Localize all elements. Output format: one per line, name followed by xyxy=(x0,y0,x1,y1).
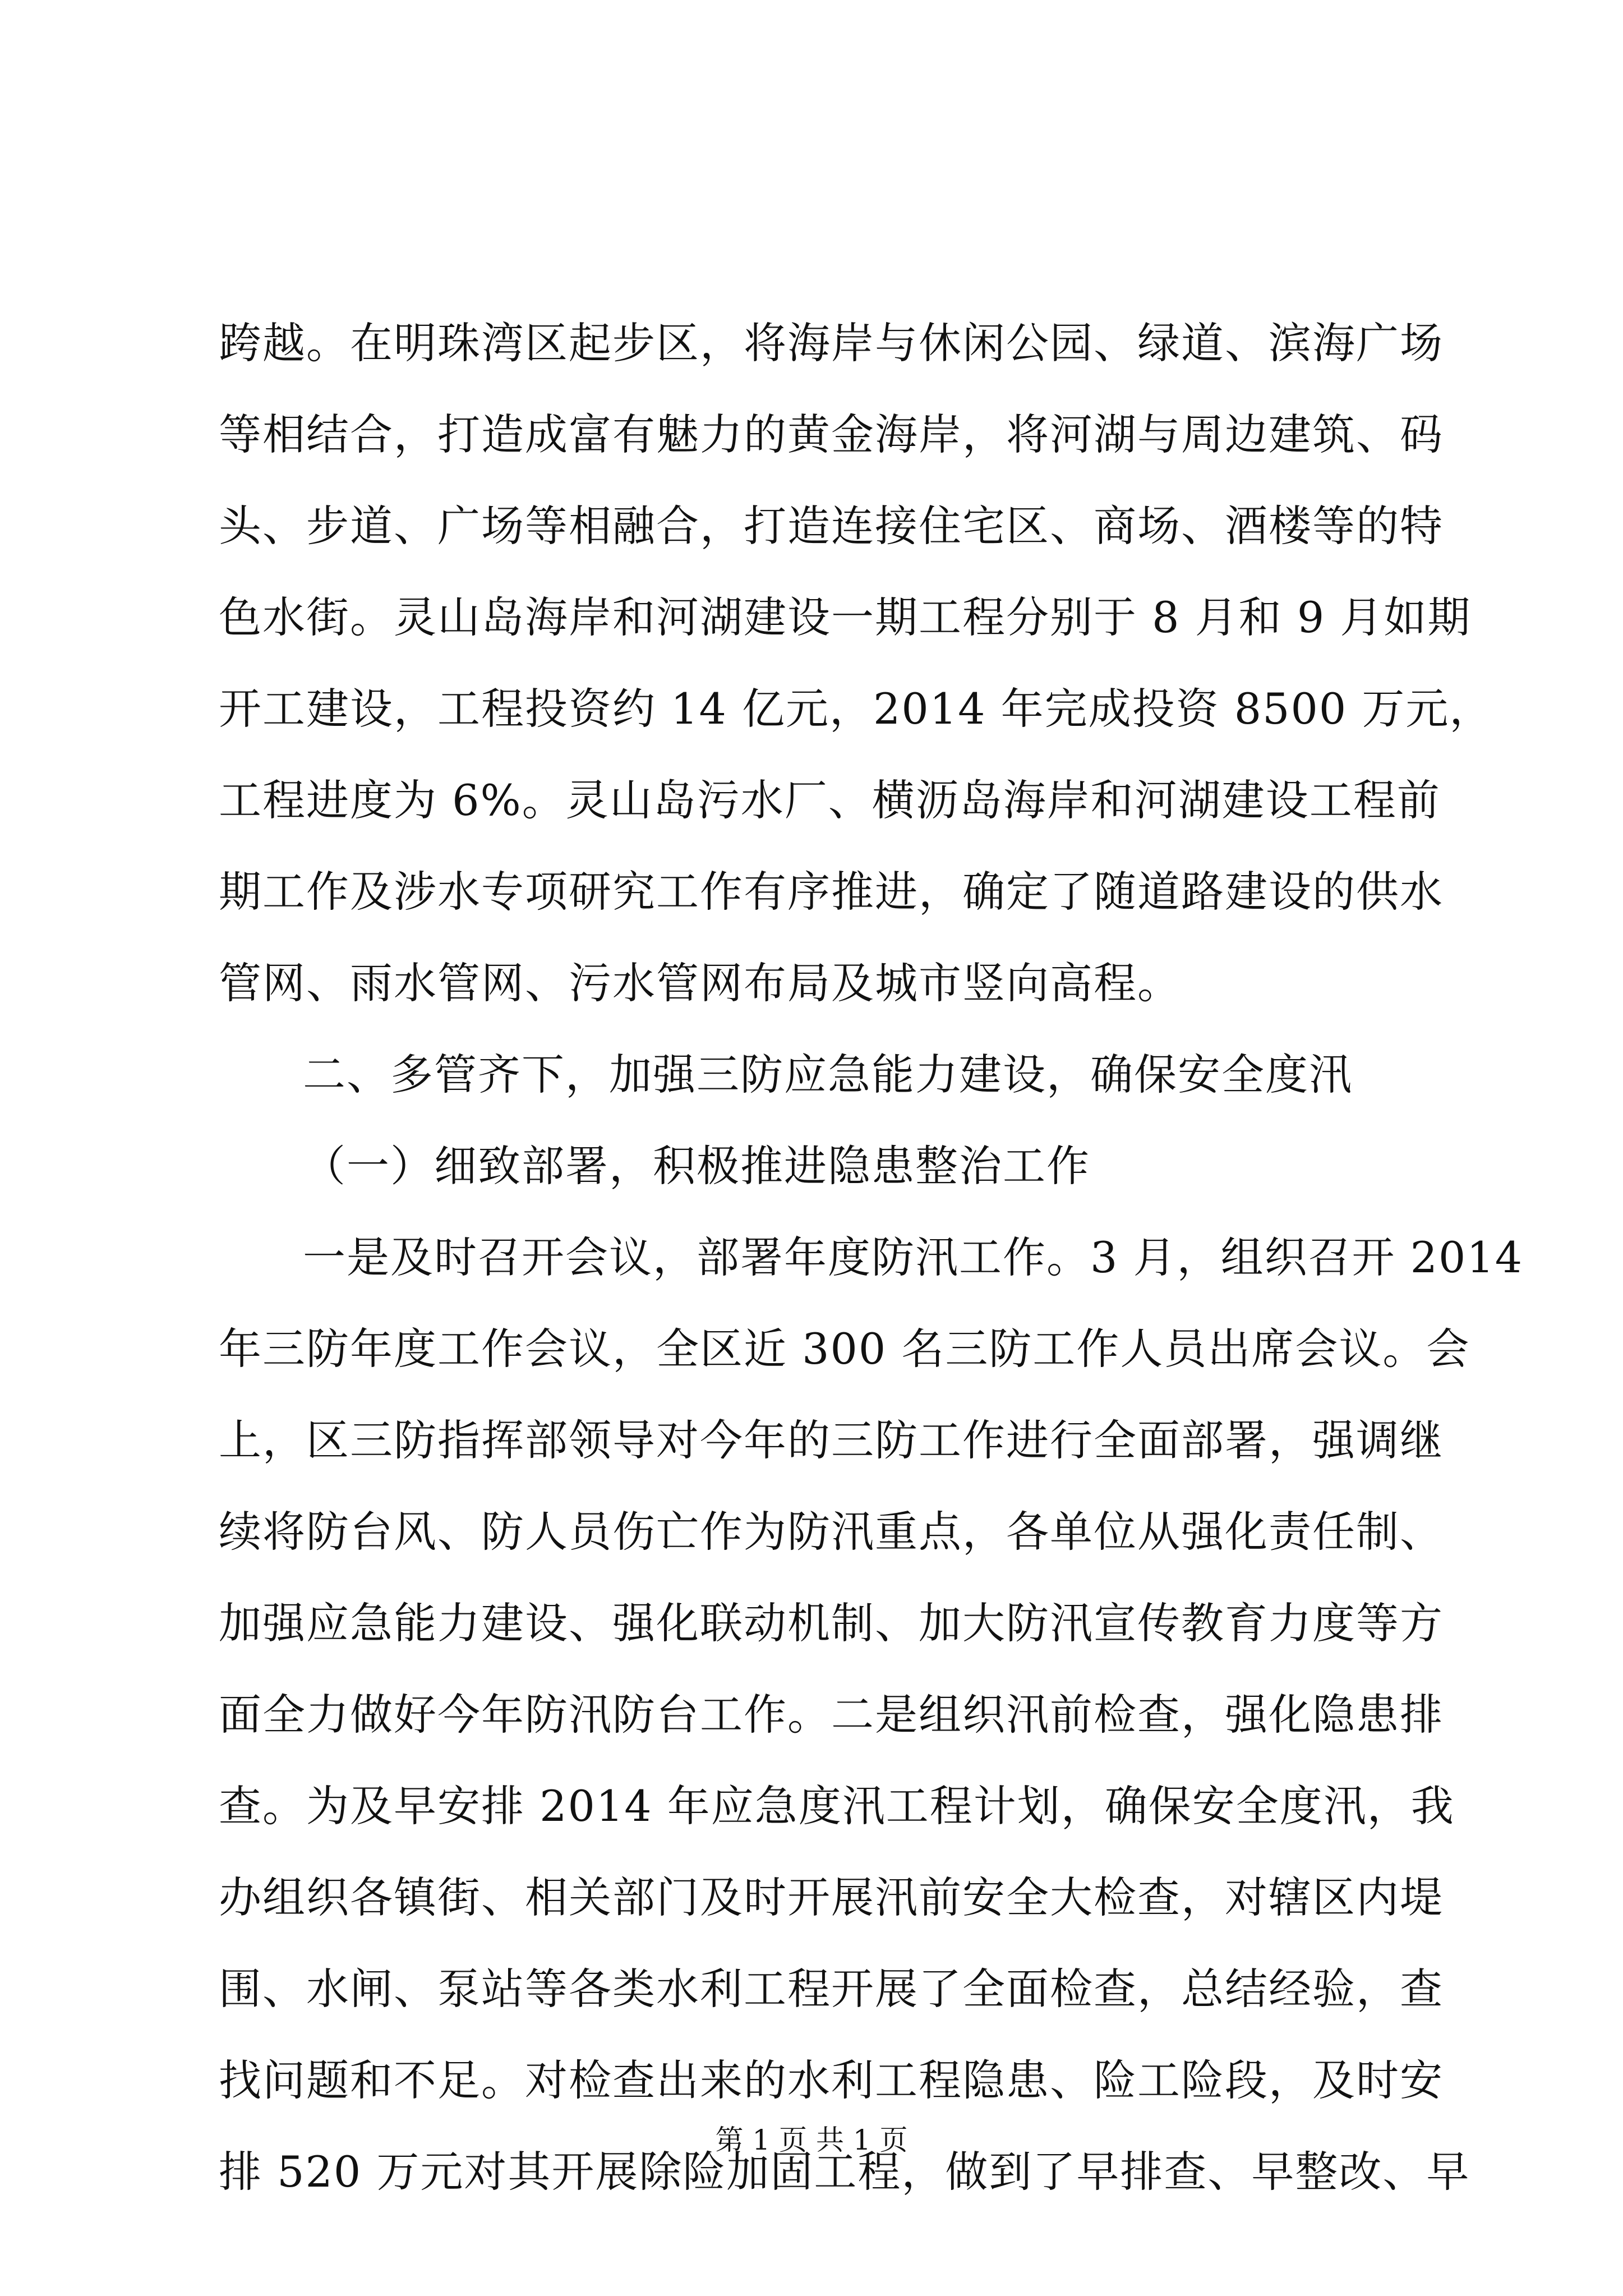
text-line: 围、水闸、泵站等各类水利工程开展了全面检查，总结经验，查 xyxy=(219,1964,1444,2014)
text-line: 管网、雨水管网、污水管网布局及城市竖向高程。 xyxy=(219,958,1181,1008)
text-line: 面全力做好今年防汛防台工作。二是组织汛前检查，强化隐患排 xyxy=(219,1690,1444,1740)
text-line: 期工作及涉水专项研究工作有序推进，确定了随道路建设的供水 xyxy=(219,867,1444,917)
text-line: 头、步道、广场等相融合，打造连接住宅区、商场、酒楼等的特 xyxy=(219,501,1444,551)
text-line: 加强应急能力建设、强化联动机制、加大防汛宣传教育力度等方 xyxy=(219,1598,1444,1648)
text-line: 一是及时召开会议，部署年度防汛工作。3 月，组织召开 2014 xyxy=(303,1232,1524,1282)
text-line: 等相结合，打造成富有魅力的黄金海岸，将河湖与周边建筑、码 xyxy=(219,409,1444,459)
text-line: 色水街。灵山岛海岸和河湖建设一期工程分别于 8 月和 9 月如期 xyxy=(219,592,1472,642)
text-line: 办组织各镇街、相关部门及时开展汛前安全大检查，对辖区内堤 xyxy=(219,1872,1444,1922)
text-line: 工程进度为 6%。灵山岛污水厂、横沥岛海岸和河湖建设工程前 xyxy=(219,775,1441,825)
text-line: 找问题和不足。对检查出来的水利工程隐患、险工险段，及时安 xyxy=(219,2055,1444,2105)
text-line: 查。为及早安排 2014 年应急度汛工程计划，确保安全度汛，我 xyxy=(219,1781,1455,1831)
text-line: 跨越。在明珠湾区起步区，将海岸与休闲公园、绿道、滨海广场 xyxy=(219,318,1444,368)
text-line: 上，区三防指挥部领导对今年的三防工作进行全面部署，强调继 xyxy=(219,1415,1444,1465)
text-line: 年三防年度工作会议，全区近 300 名三防工作人员出席会议。会 xyxy=(219,1324,1470,1374)
subsection-heading: （一）细致部署，积极推进隐患整治工作 xyxy=(303,1141,1090,1191)
text-line: 续将防台风、防人员伤亡作为防汛重点，各单位从强化责任制、 xyxy=(219,1507,1444,1557)
text-line: 开工建设，工程投资约 14 亿元，2014 年完成投资 8500 万元， xyxy=(219,684,1493,734)
document-body xyxy=(219,297,1524,2217)
section-heading: 二、多管齐下，加强三防应急能力建设，确保安全度汛 xyxy=(303,1050,1353,1099)
page-number-footer: 第 1 页 共 1 页 xyxy=(715,2124,908,2156)
text-line: 排 520 万元对其开展除险加固工程，做到了早排查、早整改、早 xyxy=(219,2147,1470,2197)
